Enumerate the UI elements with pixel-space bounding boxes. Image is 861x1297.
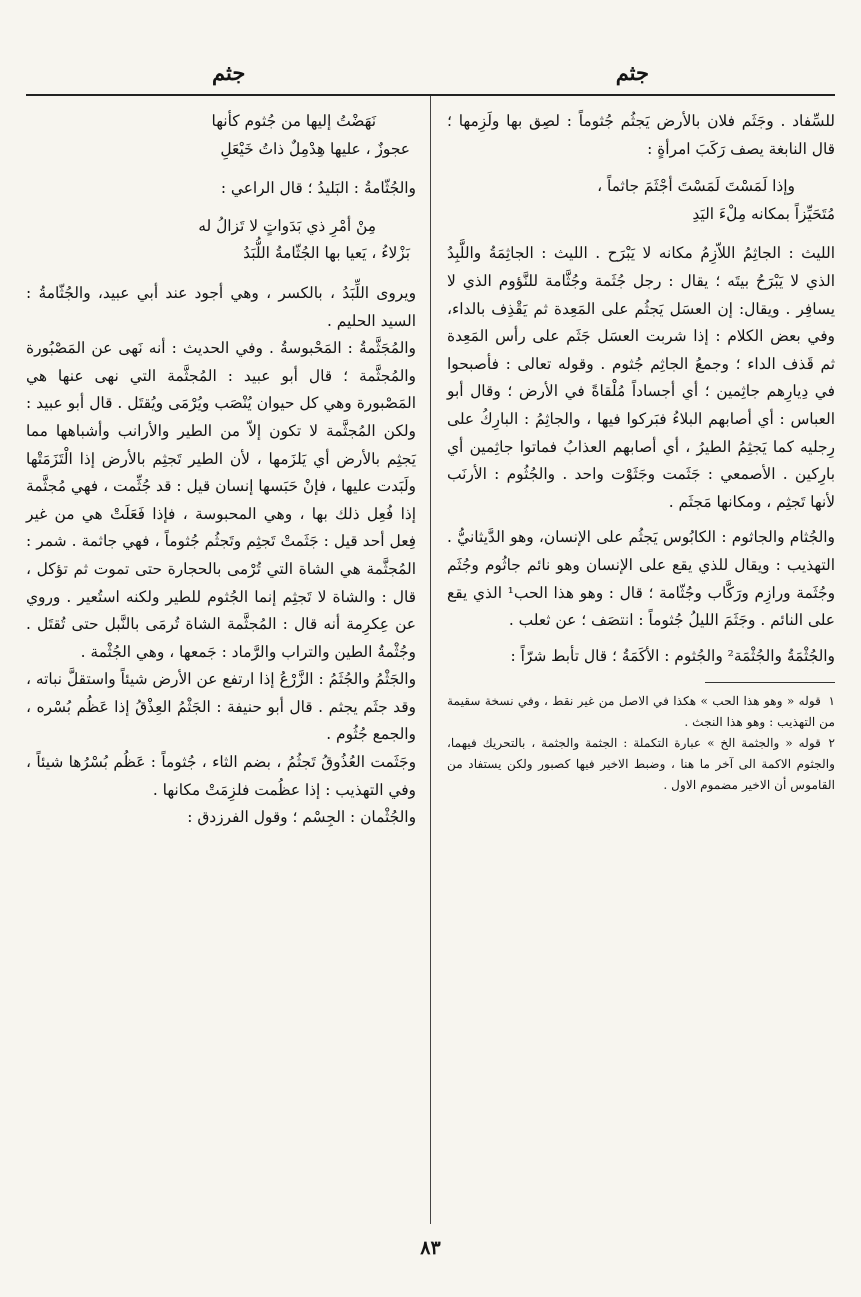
verse-line: مُتَحَيِّزاً بمكانه مِلْءَ اليَدِ	[692, 204, 835, 223]
footnote-text: قوله « وهو هذا الحب » هكذا في الاصل من غير نقط ، وفي نسخة سقيمة من التهذيب : وهو هذا النجث .	[447, 694, 835, 730]
verse-taabbata	[26, 108, 416, 163]
paragraph: ويروى اللِّبَدُ ، بالكسر ، وهي أجود عند أبي عبيد، والجُثّامةُ : السيد الحليم .	[26, 283, 416, 330]
verse-line: بَزْلاءُ ، يَعيا بها الجُثّامةُ اللُّبَدُ	[243, 244, 410, 263]
paragraph: للسِّفاد . وجَثَم فلان بالأرض يَجثُم جُثوماً : لصِق بها ولَزِمها ؛ قال النابغة يصف رَكَبَ امرأةٍ :	[447, 112, 835, 158]
paragraph: والجُثْمَةُ والجُثْمَة² والجُثوم : الأكَمَةُ ؛ قال تأبط شرّاً :	[510, 646, 835, 665]
running-header-right: جثم	[615, 60, 649, 85]
right-column	[447, 108, 835, 796]
verse-line: وإذا لَمَسْتَ لَمَسْتَ أجْثَمَ جاثماً ،	[597, 177, 795, 196]
footnote-number: ١	[828, 694, 835, 709]
column-separator	[430, 96, 431, 1224]
left-column	[26, 108, 416, 832]
paragraph: والجُثّامةُ : البَليدُ ؛ قال الراعي :	[220, 179, 416, 198]
page-number: ٨٣	[420, 1237, 441, 1259]
footnote-text: قوله « والجثمة الخ » عبارة التكملة : الجثمة والجثمة ، بالتحريك فيهما، والجثوم الاكمة الى آخر ما هنا ، وضبط الاخير فيها كصبور ولكن يستفاد من القاموس أن الاخير مضموم الاول .	[447, 736, 835, 793]
paragraph: والجَثْمُ والجُثَمُ : الزَّرْعُ إذا ارتفع عن الأرض شيئاً واستقلَّ نباته ، وقد جثَم يجثم . قال أبو حنيفة : الجَثْمُ العِذْقُ إذا عَظُم بُسْره ، والجمع جُثُوم .	[26, 670, 416, 744]
verse-rai	[26, 213, 416, 268]
paragraph: الليث : الجاثِمُ اللاّزِمُ مكانه لا يَبْرَح . الليث : الجاثِمَةُ واللَّبِدُ الذي لا يَبْرَحُ بيتَه ؛ يقال : رجل جُثَمة وجُثَّامة للنَّؤوم الذي لا يسافِر . ويقال: إن العسَل يَجثُم على المَعِدة ثم يَقْذِف بالداء، وفي بعض الكلام : إذا شربت العسَل جَثَم على رأس المَعِدة ثم قَذف الداء ؛ وجمعُ الجاثِم جُثوم . وقوله تعالى : فأصبحوا في دِيارِهم جاثِمين ؛ أي أجساداً مُلْقاةً في الأرض ؛ وقال أبو العباس : أي أصابهم البلاءُ فبَركوا فيها ، والجاثِمُ : البارِكُ على رِجليه كما يَجثِمُ الطيرُ ، أي أصابهم العذابُ فماتوا جاثِمين أي بارِكين . الأصمعي : جَثَمت وجَثَوْت واحد . والجُثُوم : الأرنَب لأنها تَجثِم ، ومكانها مَجثَم .	[447, 244, 835, 511]
verse-line: مِنْ أمْرِ ذي بَدَواتٍ لا تَزالُ له	[198, 216, 376, 235]
running-header-left: جثم	[212, 60, 246, 85]
paragraph: وجَثَمت العُذُوقُ تَجثُمُ ، بضم الثاء ، جُثوماً : عَظُم بُسْرُها شيئاً ، وفي التهذيب : إذا عظُمت فلزِمَتْ مكانها .	[26, 753, 416, 799]
footnote-separator	[705, 682, 835, 683]
paragraph: والمُجَثَّمةُ : المَحْبوسةُ . وفي الحديث : أنه نَهى عن المَصْبُورة والمُجثَّمة ؛ قال أبو عبيد : المُجثَّمة التي نهى عنها هي المَصْبورة وهي كل حيوان يُنْصَب ويُرْمَى ويُقتَل . قال أبو عبيد : ولكن المُجثَّمة لا تكون إلاّ من الطير والأرانب وأشباهها مما يَجثِم بالأرض أي يَلزَمها ، لأن الطير تَجثِم بالأرض إذا الْتَزَمَتْها ولَبَدت عليها ، فإنْ حَبَسها إنسان قيل : قد جُثِّمت ، فهي مُجثَّمة إذا فُعِل ذلك بها ، وهي المحبوسة ، فإذا فَعَلَتْ هي من غير فِعل أحد قيل : جَثَمتْ تَجثِم وتَجثُم جُثوماً ، فهي جاثمة . شمر : المُجثَّمة هي الشاة التي تُرْمى بالحجارة حتى تموت ثم تؤكل ، قال : والشاة لا تَجثِم إنما الجُثوم للطير ولكنه استُعير . وروي عن عِكرِمة أنه قال : المُجثَّمة الشاة تُرمَى بالنَّبل حتى تُقتَل . وجُثْمةُ الطين والتراب والرَّماد : جَمعها ، وهي الجُثْمة .	[26, 339, 416, 661]
paragraph: والجُثام والجاثوم : الكابُوس يَجثُم على الإنسان، وهو الدَّيثانيُّ . التهذيب : ويقال للذي يقع على الإنسان وهو نائم جاثُوم وجُثَم وجُثَمة ورازِم ورَكَّاب وجُثّامة ؛ قال : وهو هذا الحب¹ الذي يقع على النائم . وجَثَمَ الليلُ جُثوماً : انتصَف ؛ عن ثعلب .	[447, 528, 836, 630]
paragraph: والجُثْمان : الجِسْم ؛ وقول الفرزدق :	[187, 808, 416, 827]
verse-line: نَهَضْتُ إليها من جُثوم كأنها	[211, 112, 376, 130]
footnote	[447, 733, 835, 796]
footnote	[447, 691, 835, 733]
footnote-number: ٢	[828, 736, 835, 751]
verse-nabigha	[447, 173, 835, 228]
verse-line: عجوزٌ ، عليها هِدْمِلٌ ذاتُ خَيْعَلِ	[220, 139, 410, 158]
